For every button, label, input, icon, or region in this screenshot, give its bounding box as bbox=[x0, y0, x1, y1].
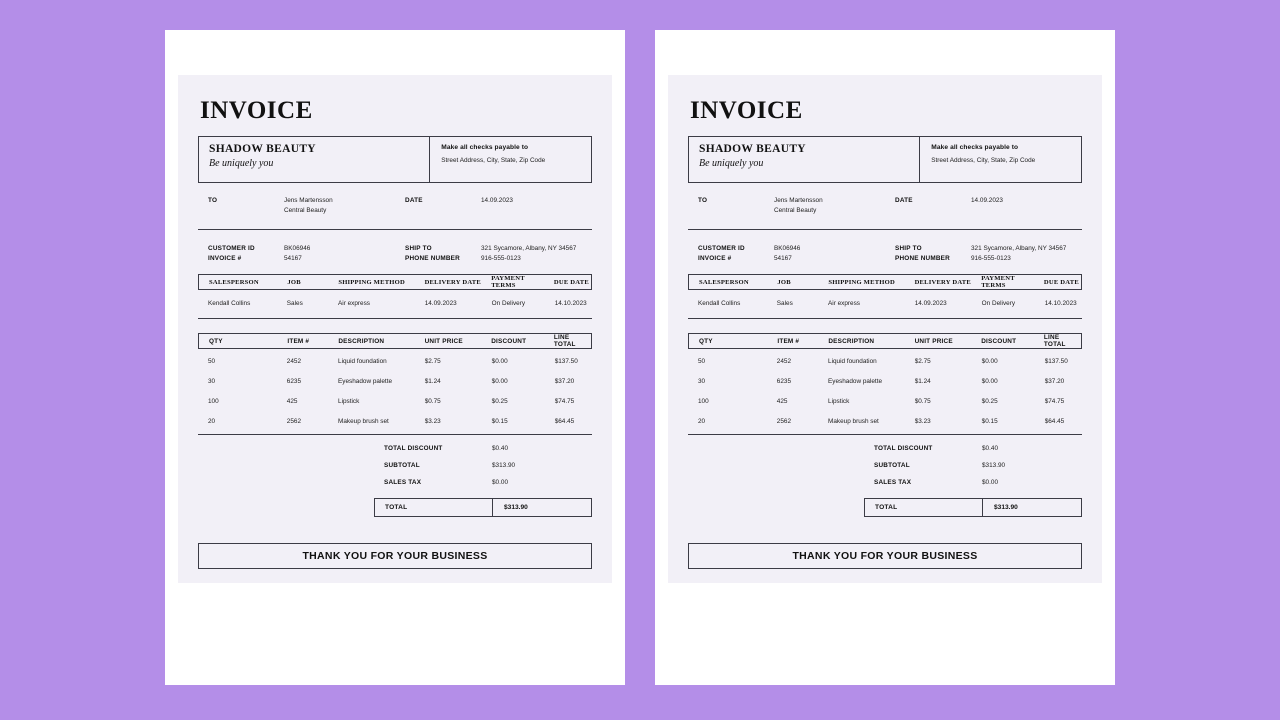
grand-total-box bbox=[864, 498, 1082, 517]
item-no: 425 bbox=[776, 398, 788, 405]
total-discount-value: $0.40 bbox=[982, 445, 998, 452]
sp-value-delivery-date: 14.09.2023 bbox=[914, 300, 947, 307]
total-discount-row bbox=[374, 445, 592, 452]
checks-payable-address: Street Address, City, State, Zip Code bbox=[441, 157, 546, 164]
item-header-item-no: ITEM # bbox=[777, 337, 800, 345]
to-label: TO bbox=[698, 197, 708, 204]
line-items-body bbox=[688, 349, 1082, 435]
ship-to-block bbox=[395, 244, 592, 264]
grand-total-value: $313.90 bbox=[504, 504, 528, 511]
item-header-unit-price: UNIT PRICE bbox=[914, 337, 953, 345]
totals-section bbox=[198, 445, 592, 517]
item-line-total: $74.75 bbox=[554, 398, 575, 405]
invoice-number-label: INVOICE # bbox=[698, 255, 732, 262]
table-row bbox=[688, 371, 1082, 391]
item-discount: $0.25 bbox=[981, 398, 998, 405]
company-header-box bbox=[198, 136, 592, 183]
item-description: Liquid foundation bbox=[828, 358, 877, 365]
to-company: Central Beauty bbox=[284, 207, 327, 214]
invoice-number-value: 54167 bbox=[774, 255, 792, 262]
to-name: Jens Martensson bbox=[284, 197, 333, 204]
sp-value-shipping-method: Air express bbox=[338, 300, 370, 307]
line-items-header bbox=[198, 333, 592, 349]
item-description: Eyeshadow palette bbox=[828, 378, 883, 385]
item-header-line-total: LINE TOTAL bbox=[553, 334, 576, 348]
item-header-description: DESCRIPTION bbox=[338, 337, 385, 345]
ship-to-label: SHIP TO bbox=[405, 245, 432, 252]
date-block bbox=[395, 196, 592, 216]
invoice-number-value: 54167 bbox=[284, 255, 302, 262]
item-unit-price: $0.75 bbox=[914, 398, 931, 405]
item-qty: 30 bbox=[698, 378, 706, 385]
customer-id-label: CUSTOMER ID bbox=[208, 245, 255, 252]
item-no: 6235 bbox=[286, 378, 302, 385]
sp-header-job: JOB bbox=[287, 278, 301, 286]
phone-number-label: PHONE NUMBER bbox=[895, 255, 950, 262]
item-discount: $0.00 bbox=[981, 358, 998, 365]
sp-value-shipping-method: Air express bbox=[828, 300, 860, 307]
item-header-line-total: LINE TOTAL bbox=[1043, 334, 1066, 348]
table-row bbox=[198, 349, 592, 371]
subtotal-row bbox=[864, 462, 1082, 469]
item-header-description: DESCRIPTION bbox=[828, 337, 875, 345]
item-no: 2562 bbox=[286, 418, 302, 425]
thank-you-banner: THANK YOU FOR YOUR BUSINESS bbox=[688, 543, 1082, 569]
subtotal-row bbox=[374, 462, 592, 469]
item-unit-price: $2.75 bbox=[914, 358, 931, 365]
item-no: 2452 bbox=[776, 358, 792, 365]
grand-total-label: TOTAL bbox=[865, 499, 983, 516]
ship-to-value: 321 Sycamore, Albany, NY 34567 bbox=[971, 245, 1067, 252]
item-description: Lipstick bbox=[828, 398, 850, 405]
grand-total-value: $313.90 bbox=[994, 504, 1018, 511]
item-qty: 50 bbox=[698, 358, 706, 365]
sales-tax-label: SALES TAX bbox=[384, 479, 422, 486]
date-value: 14.09.2023 bbox=[971, 197, 1003, 204]
customer-id-value: BK06946 bbox=[284, 245, 311, 252]
customer-id-label: CUSTOMER ID bbox=[698, 245, 745, 252]
item-unit-price: $1.24 bbox=[424, 378, 441, 385]
invoice-panel bbox=[668, 75, 1102, 583]
table-row bbox=[688, 349, 1082, 371]
item-discount: $0.15 bbox=[491, 418, 508, 425]
invoice-page-2 bbox=[655, 30, 1115, 685]
to-company: Central Beauty bbox=[774, 207, 817, 214]
sp-header-delivery-date: DELIVERY DATE bbox=[424, 278, 481, 286]
item-qty: 100 bbox=[208, 398, 219, 405]
item-description: Lipstick bbox=[338, 398, 360, 405]
checks-payable-address: Street Address, City, State, Zip Code bbox=[931, 157, 1036, 164]
sp-header-delivery-date: DELIVERY DATE bbox=[914, 278, 971, 286]
item-unit-price: $0.75 bbox=[424, 398, 441, 405]
item-qty: 50 bbox=[208, 358, 216, 365]
customer-block bbox=[688, 244, 885, 264]
item-qty: 30 bbox=[208, 378, 216, 385]
item-unit-price: $3.23 bbox=[914, 418, 931, 425]
sp-header-job: JOB bbox=[777, 278, 791, 286]
line-items-table bbox=[688, 333, 1082, 435]
company-name: SHADOW BEAUTY bbox=[209, 143, 316, 155]
item-qty: 20 bbox=[208, 418, 216, 425]
invoice-number-label: INVOICE # bbox=[208, 255, 242, 262]
checks-payable-title: Make all checks payable to bbox=[931, 144, 1019, 151]
sp-header-due-date: DUE DATE bbox=[1043, 278, 1079, 286]
company-header-box bbox=[688, 136, 1082, 183]
sp-header-salesperson: SALESPERSON bbox=[209, 278, 259, 286]
checks-payable-block bbox=[430, 137, 591, 182]
table-row bbox=[688, 411, 1082, 434]
item-header-discount: DISCOUNT bbox=[491, 337, 527, 345]
bill-to-block bbox=[688, 196, 885, 216]
sp-value-payment-terms: On Delivery bbox=[491, 300, 526, 307]
sp-header-payment-terms: PAYMENT TERMS bbox=[981, 275, 1015, 289]
item-unit-price: $2.75 bbox=[424, 358, 441, 365]
sales-tax-row bbox=[374, 479, 592, 486]
item-qty: 20 bbox=[698, 418, 706, 425]
sp-value-salesperson: Kendall Collins bbox=[208, 300, 251, 307]
item-line-total: $37.20 bbox=[1044, 378, 1065, 385]
item-unit-price: $3.23 bbox=[424, 418, 441, 425]
invoice-panel bbox=[178, 75, 612, 583]
table-row bbox=[198, 371, 592, 391]
company-name: SHADOW BEAUTY bbox=[699, 143, 806, 155]
item-discount: $0.25 bbox=[491, 398, 508, 405]
page-title: INVOICE bbox=[200, 97, 313, 124]
sp-header-salesperson: SALESPERSON bbox=[699, 278, 749, 286]
item-line-total: $64.45 bbox=[554, 418, 575, 425]
checks-payable-title: Make all checks payable to bbox=[441, 144, 529, 151]
page-title: INVOICE bbox=[690, 97, 803, 124]
item-discount: $0.00 bbox=[491, 378, 508, 385]
item-description: Makeup brush set bbox=[338, 418, 389, 425]
to-name: Jens Martensson bbox=[774, 197, 823, 204]
subtotal-label: SUBTOTAL bbox=[874, 462, 910, 469]
line-items-header bbox=[688, 333, 1082, 349]
company-tagline: Be uniquely you bbox=[209, 158, 274, 169]
bill-to-block bbox=[198, 196, 395, 216]
sp-value-salesperson: Kendall Collins bbox=[698, 300, 741, 307]
company-tagline: Be uniquely you bbox=[699, 158, 764, 169]
ship-to-label: SHIP TO bbox=[895, 245, 922, 252]
line-items-table bbox=[198, 333, 592, 435]
phone-number-value: 916-555-0123 bbox=[971, 255, 1011, 262]
customer-id-value: BK06946 bbox=[774, 245, 801, 252]
sales-tax-label: SALES TAX bbox=[874, 479, 912, 486]
subtotal-label: SUBTOTAL bbox=[384, 462, 420, 469]
item-header-unit-price: UNIT PRICE bbox=[424, 337, 463, 345]
company-identity bbox=[199, 137, 430, 182]
item-line-total: $37.20 bbox=[554, 378, 575, 385]
to-label: TO bbox=[208, 197, 218, 204]
item-line-total: $137.50 bbox=[554, 358, 578, 365]
item-no: 2562 bbox=[776, 418, 792, 425]
meta-row-second bbox=[688, 230, 1082, 274]
company-identity bbox=[689, 137, 920, 182]
sp-header-due-date: DUE DATE bbox=[553, 278, 589, 286]
item-no: 425 bbox=[286, 398, 298, 405]
item-header-qty: QTY bbox=[699, 337, 713, 345]
subtotal-value: $313.90 bbox=[982, 462, 1006, 469]
total-discount-label: TOTAL DISCOUNT bbox=[874, 445, 933, 452]
item-description: Makeup brush set bbox=[828, 418, 879, 425]
salesperson-table-header bbox=[198, 274, 592, 290]
sp-value-payment-terms: On Delivery bbox=[981, 300, 1016, 307]
item-header-item-no: ITEM # bbox=[287, 337, 310, 345]
item-line-total: $74.75 bbox=[1044, 398, 1065, 405]
ship-to-value: 321 Sycamore, Albany, NY 34567 bbox=[481, 245, 577, 252]
table-row bbox=[198, 411, 592, 434]
checks-payable-block bbox=[920, 137, 1081, 182]
sales-tax-value: $0.00 bbox=[982, 479, 998, 486]
salesperson-table-row bbox=[198, 290, 592, 319]
sp-header-shipping-method: SHIPPING METHOD bbox=[338, 278, 405, 286]
item-no: 2452 bbox=[286, 358, 302, 365]
totals-section bbox=[688, 445, 1082, 517]
date-value: 14.09.2023 bbox=[481, 197, 513, 204]
total-discount-label: TOTAL DISCOUNT bbox=[384, 445, 443, 452]
sp-header-shipping-method: SHIPPING METHOD bbox=[828, 278, 895, 286]
thank-you-banner: THANK YOU FOR YOUR BUSINESS bbox=[198, 543, 592, 569]
customer-block bbox=[198, 244, 395, 264]
total-discount-row bbox=[864, 445, 1082, 452]
meta-row-second bbox=[198, 230, 592, 274]
invoice-page-1 bbox=[165, 30, 625, 685]
sp-value-due-date: 14.10.2023 bbox=[1044, 300, 1077, 307]
date-label: DATE bbox=[895, 197, 913, 204]
item-description: Liquid foundation bbox=[338, 358, 387, 365]
item-discount: $0.15 bbox=[981, 418, 998, 425]
date-label: DATE bbox=[405, 197, 423, 204]
salesperson-table-row bbox=[688, 290, 1082, 319]
line-items-body bbox=[198, 349, 592, 435]
phone-number-value: 916-555-0123 bbox=[481, 255, 521, 262]
table-row bbox=[198, 391, 592, 411]
sp-value-due-date: 14.10.2023 bbox=[554, 300, 587, 307]
sales-tax-value: $0.00 bbox=[492, 479, 508, 486]
item-line-total: $64.45 bbox=[1044, 418, 1065, 425]
subtotal-value: $313.90 bbox=[492, 462, 516, 469]
sp-header-payment-terms: PAYMENT TERMS bbox=[491, 275, 525, 289]
item-qty: 100 bbox=[698, 398, 709, 405]
sp-value-delivery-date: 14.09.2023 bbox=[424, 300, 457, 307]
grand-total-box bbox=[374, 498, 592, 517]
item-line-total: $137.50 bbox=[1044, 358, 1068, 365]
sp-value-job: Sales bbox=[286, 300, 303, 307]
meta-row-top bbox=[198, 183, 592, 230]
sp-value-job: Sales bbox=[776, 300, 793, 307]
ship-to-block bbox=[885, 244, 1082, 264]
item-header-qty: QTY bbox=[209, 337, 223, 345]
table-row bbox=[688, 391, 1082, 411]
item-discount: $0.00 bbox=[491, 358, 508, 365]
meta-row-top bbox=[688, 183, 1082, 230]
item-discount: $0.00 bbox=[981, 378, 998, 385]
total-discount-value: $0.40 bbox=[492, 445, 508, 452]
item-unit-price: $1.24 bbox=[914, 378, 931, 385]
sales-tax-row bbox=[864, 479, 1082, 486]
grand-total-label: TOTAL bbox=[375, 499, 493, 516]
phone-number-label: PHONE NUMBER bbox=[405, 255, 460, 262]
item-no: 6235 bbox=[776, 378, 792, 385]
salesperson-table-header bbox=[688, 274, 1082, 290]
date-block bbox=[885, 196, 1082, 216]
item-description: Eyeshadow palette bbox=[338, 378, 393, 385]
item-header-discount: DISCOUNT bbox=[981, 337, 1017, 345]
